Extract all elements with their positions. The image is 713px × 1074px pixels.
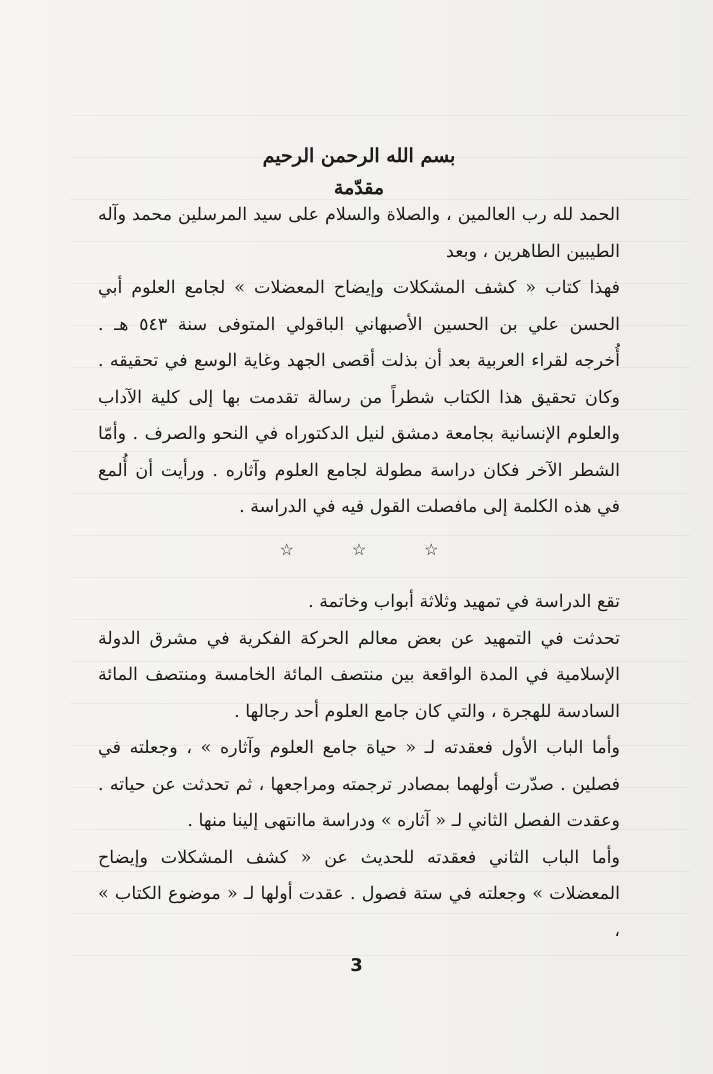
- star-icon: ☆: [424, 540, 439, 559]
- section-title: مقدّمة: [333, 177, 385, 199]
- section-separator: [98, 540, 620, 560]
- intro-text: [98, 197, 620, 526]
- study-paragraph-4: وأما الباب الثاني فعقدته للحديث عن « كشف المشكلات وإيضاح المعضلات » وجعلته في ستة فصول . عقدت أولها لـ « موضوع الكتاب » ،: [98, 847, 620, 941]
- star-icon: ☆: [351, 540, 367, 559]
- intro-paragraph-1: الحمد لله رب العالمين ، والصلاة والسلام على سيد المرسلين محمد وآله الطيبين الطاهرين ، وبعد: [98, 205, 620, 262]
- study-paragraph-1: تقع الدراسة في تمهيد وثلاثة أبواب وخاتمة .: [308, 592, 620, 612]
- intro-paragraph-2: فهذا كتاب « كشف المشكلات وإيضاح المعضلات » لجامع العلوم أبي الحسن علي بن الحسين الأصبهاني الباقولي المتوفى سنة ٥٤٣ هـ . أُخرجه لقراء العربية بعد أن بذلت أقصى الجهد وغاية الوسع في تحقيقه . وكان تحقيق هذا الكتاب شطراً من رسالة تقدمت بها إلى كلية الآداب والعلوم الإنسانية بجامعة دمشق لنيل الدكتوراه في النحو والصرف . وأمّا الشطر الآخر فكان دراسة مطولة لجامع العلوم وآثاره . ورأيت أن أُلمع في هذه الكلمة إلى مافصلت القول فيه في الدراسة .: [98, 278, 620, 517]
- basmala-heading: بسم الله الرحمن الرحيم: [262, 145, 456, 167]
- study-paragraph-3: وأما الباب الأول فعقدته لـ « حياة جامع العلوم وآثاره » ، وجعلته في فصلين . صدّرت أولهما بمصادر ترجمته ومراجعها ، ثم تحدثت عن حياته . وعقدت الفصل الثاني لـ « آثاره » ودراسة ماانتهى إلينا منها .: [98, 738, 620, 831]
- page-number: 3: [350, 955, 363, 976]
- study-paragraph-2: تحدثت في التمهيد عن بعض معالم الحركة الفكرية في مشرق الدولة الإسلامية في المدة الواقعة بين منتصف المائة الخامسة ومنتصف المائة السادسة للهجرة ، والتي كان جامع العلوم أحد رجالها .: [98, 628, 620, 722]
- star-icon: ☆: [279, 540, 294, 559]
- study-text: [98, 584, 620, 949]
